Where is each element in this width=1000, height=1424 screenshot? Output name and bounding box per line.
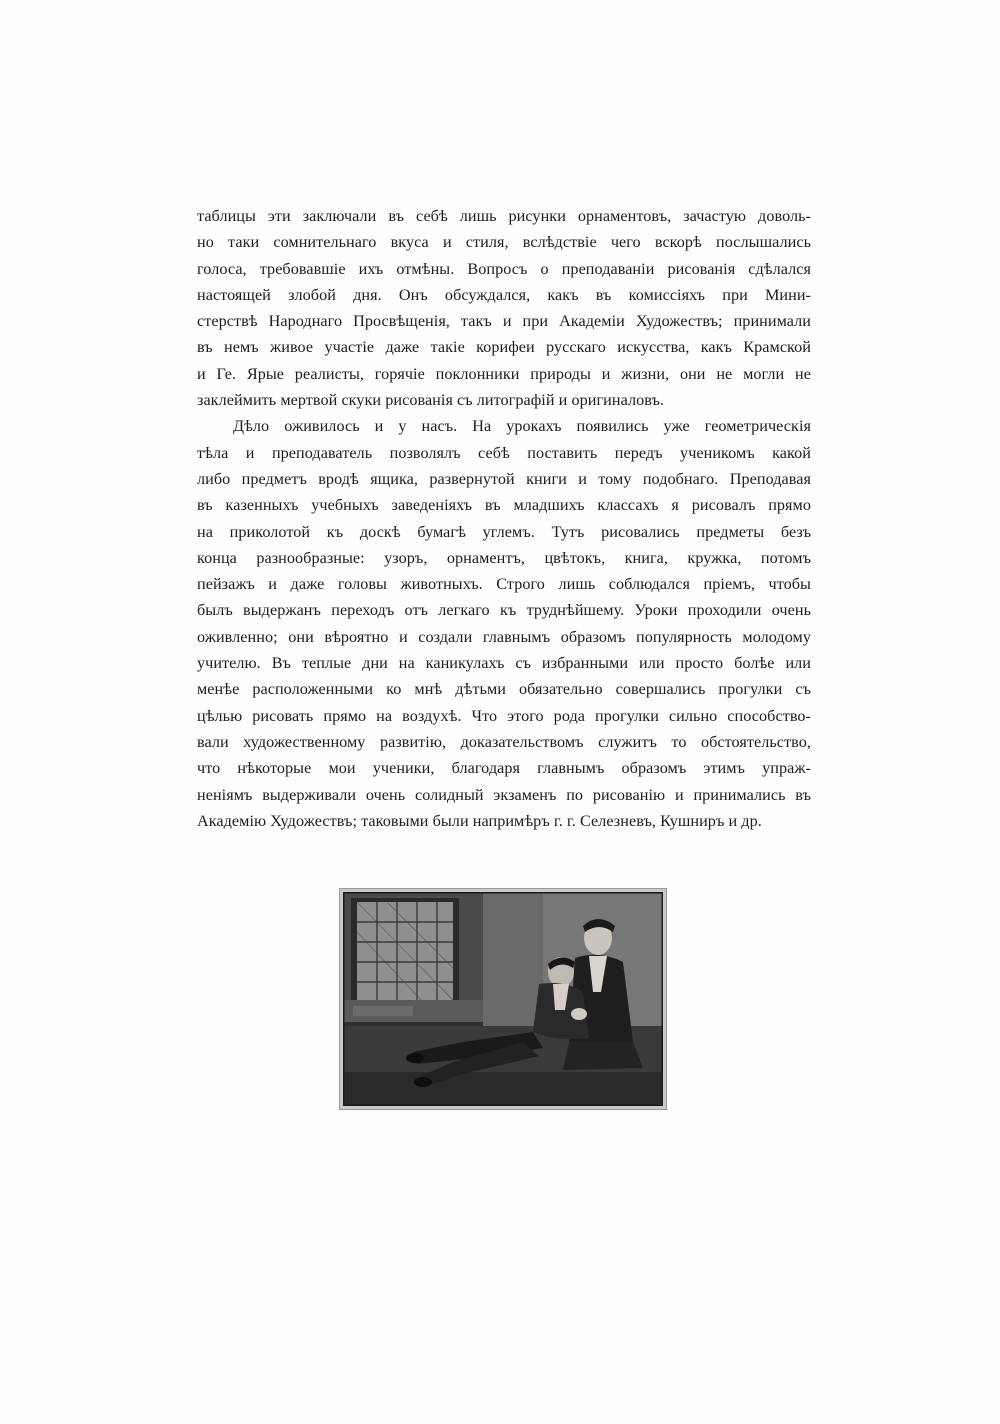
text-line: Дѣло оживилось и у насъ. На урокахъ появились уже геометрическія — [233, 417, 811, 436]
text-line: настоящей злобой дня. Онъ обсуждался, какъ въ комиссіяхъ при Мини- — [197, 285, 811, 304]
text-line: но таки сомнительнаго вкуса и стиля, вслѣдствіе чего вскорѣ послышались — [197, 233, 811, 252]
text-line: въ немъ живое участіе даже такіе корифеи русскаго искусства, какъ Крамской — [197, 338, 811, 357]
text-line: что нѣкоторые мои ученики, благодаря главнымъ образомъ этимъ упраж- — [197, 759, 811, 778]
text-line: былъ выдержанъ переходъ отъ легкаго къ труднѣйшему. Уроки проходили очень — [197, 601, 811, 620]
text-line: вали художественному развитію, доказательствомъ служитъ то обстоятельство, — [197, 732, 811, 751]
text-line: стерствѣ Народнаго Просвѣщенія, такъ и при Академіи Художествъ; принимали — [197, 312, 811, 331]
text-line: менѣе расположенными ко мнѣ дѣтьми обязательно совершались прогулки съ — [197, 680, 811, 699]
paragraph-1 — [197, 203, 811, 413]
text-line: конца разнообразные: узоръ, орнаментъ, цвѣтокъ, книга, кружка, потомъ — [197, 548, 811, 567]
text-line: заклеймить мертвой скуки рисованія съ литографій и оригиналовъ. — [197, 391, 665, 410]
text-line: Академію Художествъ; таковыми были напримѣръ г. г. Селезневъ, Кушниръ и др. — [197, 811, 762, 830]
photograph-two-young-men — [343, 892, 663, 1106]
text-line: либо предметъ вродѣ ящика, развернутой книги и тому подобнаго. Преподавая — [197, 469, 811, 488]
text-line: на приколотой къ доскѣ бумагѣ углемъ. Тутъ рисовались предметы безъ — [197, 522, 811, 541]
body-text — [197, 203, 811, 834]
text-line: въ казенныхъ учебныхъ заведеніяхъ въ младшихъ классахъ я рисовалъ прямо — [197, 496, 811, 515]
text-line: пейзажъ и даже головы животныхъ. Строго лишь соблюдался пріемъ, чтобы — [197, 575, 811, 594]
text-line: тѣла и преподаватель позволялъ себѣ поставить передъ ученикомъ какой — [197, 443, 811, 462]
paragraph-2 — [197, 413, 811, 834]
photograph-illustration — [343, 892, 663, 1106]
text-line: таблицы эти заключали въ себѣ лишь рисунки орнаментовъ, зачастую доволь- — [197, 207, 811, 225]
text-line: неніямъ выдерживали очень солидный экзаменъ по рисованію и принимались въ — [197, 785, 811, 804]
text-line: цѣлью рисовать прямо на воздухѣ. Что этого рода прогулки сильно способство- — [197, 706, 811, 725]
text-line: и Ге. Ярые реалисты, горячіе поклонники природы и жизни, они не могли не — [197, 364, 811, 383]
text-line: учителю. Въ теплые дни на каникулахъ съ избранными или просто болѣе или — [197, 654, 811, 673]
text-line: оживленно; они вѣроятно и создали главнымъ образомъ популярность молодому — [197, 627, 811, 646]
text-line: голоса, требовавшіе ихъ отмѣны. Вопросъ о преподаваніи рисованія сдѣлался — [197, 259, 811, 278]
photo-frame — [339, 888, 667, 1110]
